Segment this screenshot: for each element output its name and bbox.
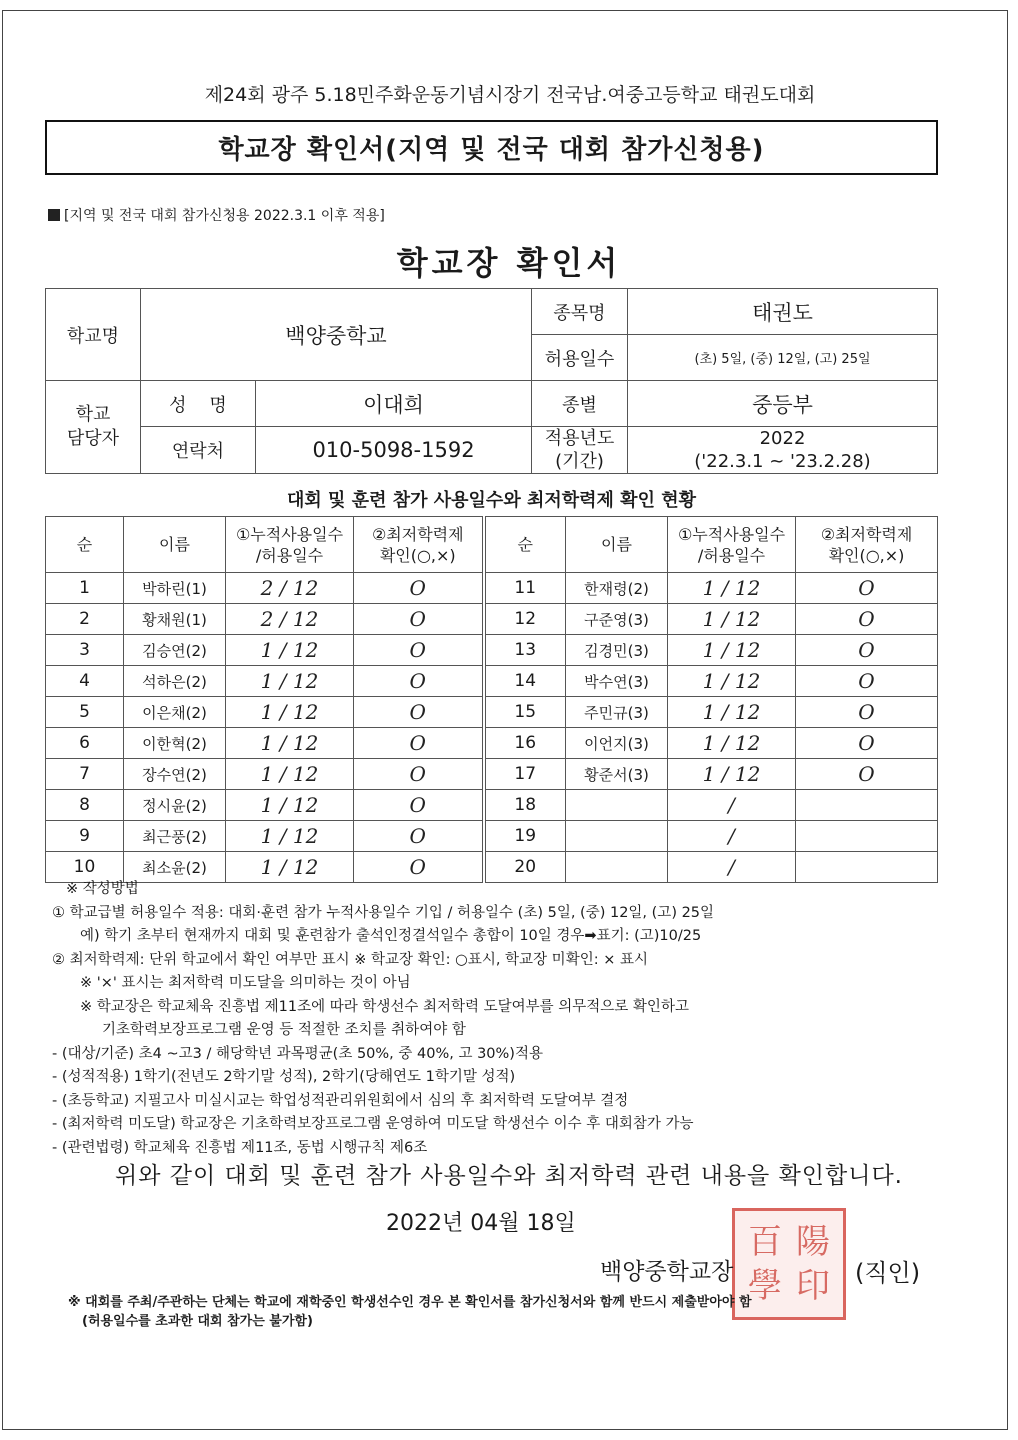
event-title: 제24회 광주 5.18민주화운동기념시장기 전국남.여중고등학교 태권도대회 [204,84,816,106]
status-title: 대회 및 훈련 참가 사용일수와 최저학력제 확인 현황 [286,490,696,511]
method-heading: ※ 작성방법 [66,881,139,897]
header-check-line1: ②최저학력제 [820,524,913,544]
name-label: 성 명 [141,381,256,427]
cell-no: 13 [484,635,566,666]
cell-no: 4 [46,666,124,697]
sport-label: 종목명 [532,289,628,335]
cell-name [566,821,668,852]
cell-check: O [354,635,484,666]
cell-days: 1 / 12 [668,759,796,790]
year-period-value [628,427,938,474]
cell-check: O [354,790,484,821]
cell-no: 15 [484,697,566,728]
method-line: - (관련법령) 학교체육 진흥법 제11조, 동법 시행규칙 제6조 [52,1139,428,1156]
year-period-label [532,427,628,474]
cell-name: 석하은(2) [124,666,226,697]
cell-days: 1 / 12 [668,666,796,697]
header-days-line2: /허용일수 [255,545,324,565]
writing-method-section [52,878,952,1160]
header-days-line1: ①누적사용일수 [235,524,344,544]
header-no: 순 [46,517,124,573]
cell-days: 1 / 12 [226,728,354,759]
cell-check: O [354,821,484,852]
cell-name: 장수연(2) [124,759,226,790]
cell-no: 14 [484,666,566,697]
cell-no: 5 [46,697,124,728]
category-value: 중등부 [628,381,938,427]
table-row [46,604,938,635]
cell-days: 1 / 12 [226,759,354,790]
cell-days: 1 / 12 [226,666,354,697]
table-row [46,728,938,759]
school-label: 학교명 [46,289,141,381]
cell-check: O [354,759,484,790]
cell-name: 김경민(3) [566,635,668,666]
black-square-icon [48,209,60,221]
cell-name: 김승연(2) [124,635,226,666]
cell-check: O [354,728,484,759]
category-label: 종별 [532,381,628,427]
cell-check: O [796,728,938,759]
header-days-line1: ①누적사용일수 [677,524,786,544]
header-check [796,517,938,573]
cell-days: 2 / 12 [226,573,354,604]
cell-check: O [354,666,484,697]
header-check-line2: 확인(○,×) [379,545,456,565]
issue-date: 2022년 04월 18일 [386,1211,576,1236]
manager-label: 학교 담당자 [46,381,141,474]
table-row [46,573,938,604]
year-label: 적용년도 [544,428,615,449]
cell-check: O [354,573,484,604]
method-line: 예) 학기 초부터 현재까지 대회 및 훈련참가 출석인정결석일수 총합이 10일 경우➡표기: (고)10/25 [80,928,702,944]
cell-days: 1 / 12 [226,790,354,821]
name-value: 이대희 [256,381,532,427]
table-row [46,759,938,790]
footer-note [68,1293,752,1331]
cell-check: O [796,604,938,635]
seal-char: 陽 [796,1222,830,1262]
cell-no: 11 [484,573,566,604]
header-no: 순 [484,517,566,573]
cell-check: O [354,604,484,635]
cell-check: O [354,697,484,728]
cell-check: O [796,759,938,790]
cell-name: 주민규(3) [566,697,668,728]
cell-no: 9 [46,821,124,852]
header-name: 이름 [566,517,668,573]
year-value: 2022 [759,428,806,449]
cell-check: O [354,852,484,883]
cell-name: 황준서(3) [566,759,668,790]
header-name: 이름 [124,517,226,573]
cell-name: 최근풍(2) [124,821,226,852]
cell-no: 3 [46,635,124,666]
cell-no: 2 [46,604,124,635]
form-note [48,205,385,225]
cell-no: 19 [484,821,566,852]
method-line: - (최저학력 미도달) 학교장은 기초학력보장프로그램 운영하여 미도달 학생선수 이수 후 대회참가 가능 [52,1116,694,1132]
header-days [226,517,354,573]
seal-char: 百 [748,1222,782,1262]
table-row [46,666,938,697]
cell-days: 1 / 12 [226,852,354,883]
contact-value: 010-5098-1592 [256,427,532,474]
cell-days: 1 / 12 [668,604,796,635]
method-line: 기초학력보장프로그램 운영 등 적절한 조치를 취하여야 함 [102,1022,466,1038]
cell-days: / [668,821,796,852]
cell-days: 1 / 12 [226,821,354,852]
cell-name: 이은채(2) [124,697,226,728]
method-line: ※ '×' 표시는 최저학력 미도달을 의미하는 것이 아님 [80,975,411,991]
cell-no: 18 [484,790,566,821]
main-title: 학교장 확인서 [396,244,622,282]
cell-days: 1 / 12 [668,635,796,666]
cell-no: 20 [484,852,566,883]
cell-no: 6 [46,728,124,759]
usage-table [45,516,938,883]
cell-days: 1 / 12 [668,697,796,728]
period-label: (기간) [555,451,604,472]
form-note-text: [지역 및 전국 대회 참가신청용 2022.3.1 이후 적용] [64,208,385,224]
cell-name: 이언지(3) [566,728,668,759]
table-row [46,790,938,821]
cell-name: 구준영(3) [566,604,668,635]
header-check-line1: ②최저학력제 [371,524,464,544]
school-info-table [45,288,938,474]
cell-days: 1 / 12 [226,635,354,666]
cell-days: 1 / 12 [668,573,796,604]
confirmation-statement: 위와 같이 대회 및 훈련 참가 사용일수와 최저학력 관련 내용을 확인합니다. [115,1163,903,1189]
cell-no: 1 [46,573,124,604]
header-check [354,517,484,573]
table-row [46,697,938,728]
method-line: ① 학교급별 허용일수 적용: 대회·훈련 참가 누적사용일수 기입 / 허용일수 (초) 5일, (중) 12일, (고) 25일 [52,904,715,921]
school-value: 백양중학교 [141,289,532,381]
cell-days: 1 / 12 [668,728,796,759]
cell-check [796,821,938,852]
method-line: - (대상/기준) 초4 ~고3 / 해당학년 과목평균(초 50%, 중 40%, 고 30%)적용 [52,1045,543,1062]
seal-label: (직인) [855,1259,921,1287]
cell-name: 황채원(1) [124,604,226,635]
principal-signature: 백양중학교장 [600,1259,734,1285]
cell-name: 이한혁(2) [124,728,226,759]
document-title-box: 학교장 확인서(지역 및 전국 대회 참가신청용) [45,120,938,175]
cell-check: O [796,666,938,697]
cell-days: / [668,852,796,883]
method-line: ※ 학교장은 학교체육 진흥법 제11조에 따라 학생선수 최저학력 도달여부를 의무적으로 확인하고 [80,998,689,1015]
cell-no: 12 [484,604,566,635]
cell-days: 2 / 12 [226,604,354,635]
cell-check: O [796,635,938,666]
seal-char: 印 [796,1266,830,1306]
method-line: ② 최저학력제: 단위 학교에서 확인 여부만 표시 ※ 학교장 확인: ○표시, 학교장 미확인: × 표시 [52,951,648,968]
cell-no: 7 [46,759,124,790]
header-days-line2: /허용일수 [697,545,766,565]
footer-note-line1: ※ 대회를 주최/주관하는 단체는 학교에 재학중인 학생선수인 경우 본 확인서를 참가신청서와 함께 반드시 제출받아야 함 [68,1295,752,1310]
cell-no: 17 [484,759,566,790]
table-row [46,821,938,852]
cell-no: 8 [46,790,124,821]
sport-value: 태권도 [628,289,938,335]
cell-name: 한재령(2) [566,573,668,604]
period-value: ('22.3.1 ~ '23.2.28) [694,451,871,472]
header-days [668,517,796,573]
header-check-line2: 확인(○,×) [828,545,905,565]
cell-check [796,790,938,821]
footer-note-line2: (허용일수를 초과한 대회 참가는 불가함) [82,1314,313,1329]
allowed-days-value: (초) 5일, (중) 12일, (고) 25일 [628,335,938,381]
contact-label: 연락처 [141,427,256,474]
cell-no: 16 [484,728,566,759]
allowed-days-label: 허용일수 [532,335,628,381]
cell-check: O [796,697,938,728]
cell-name: 정시윤(2) [124,790,226,821]
cell-days: / [668,790,796,821]
cell-name: 박하린(1) [124,573,226,604]
cell-name: 최소윤(2) [124,852,226,883]
seal-char: 學 [748,1266,782,1306]
table-row [46,635,938,666]
cell-name [566,790,668,821]
method-line: - (성적적용) 1학기(전년도 2학기말 성적), 2학기(당해연도 1학기말 성적) [52,1069,516,1085]
method-line: - (초등학교) 지필고사 미실시교는 학업성적관리위원회에서 심의 후 최저학력 도달여부 결정 [52,1092,629,1109]
cell-name: 박수연(3) [566,666,668,697]
cell-no: 10 [46,852,124,883]
cell-check: O [796,573,938,604]
cell-days: 1 / 12 [226,697,354,728]
